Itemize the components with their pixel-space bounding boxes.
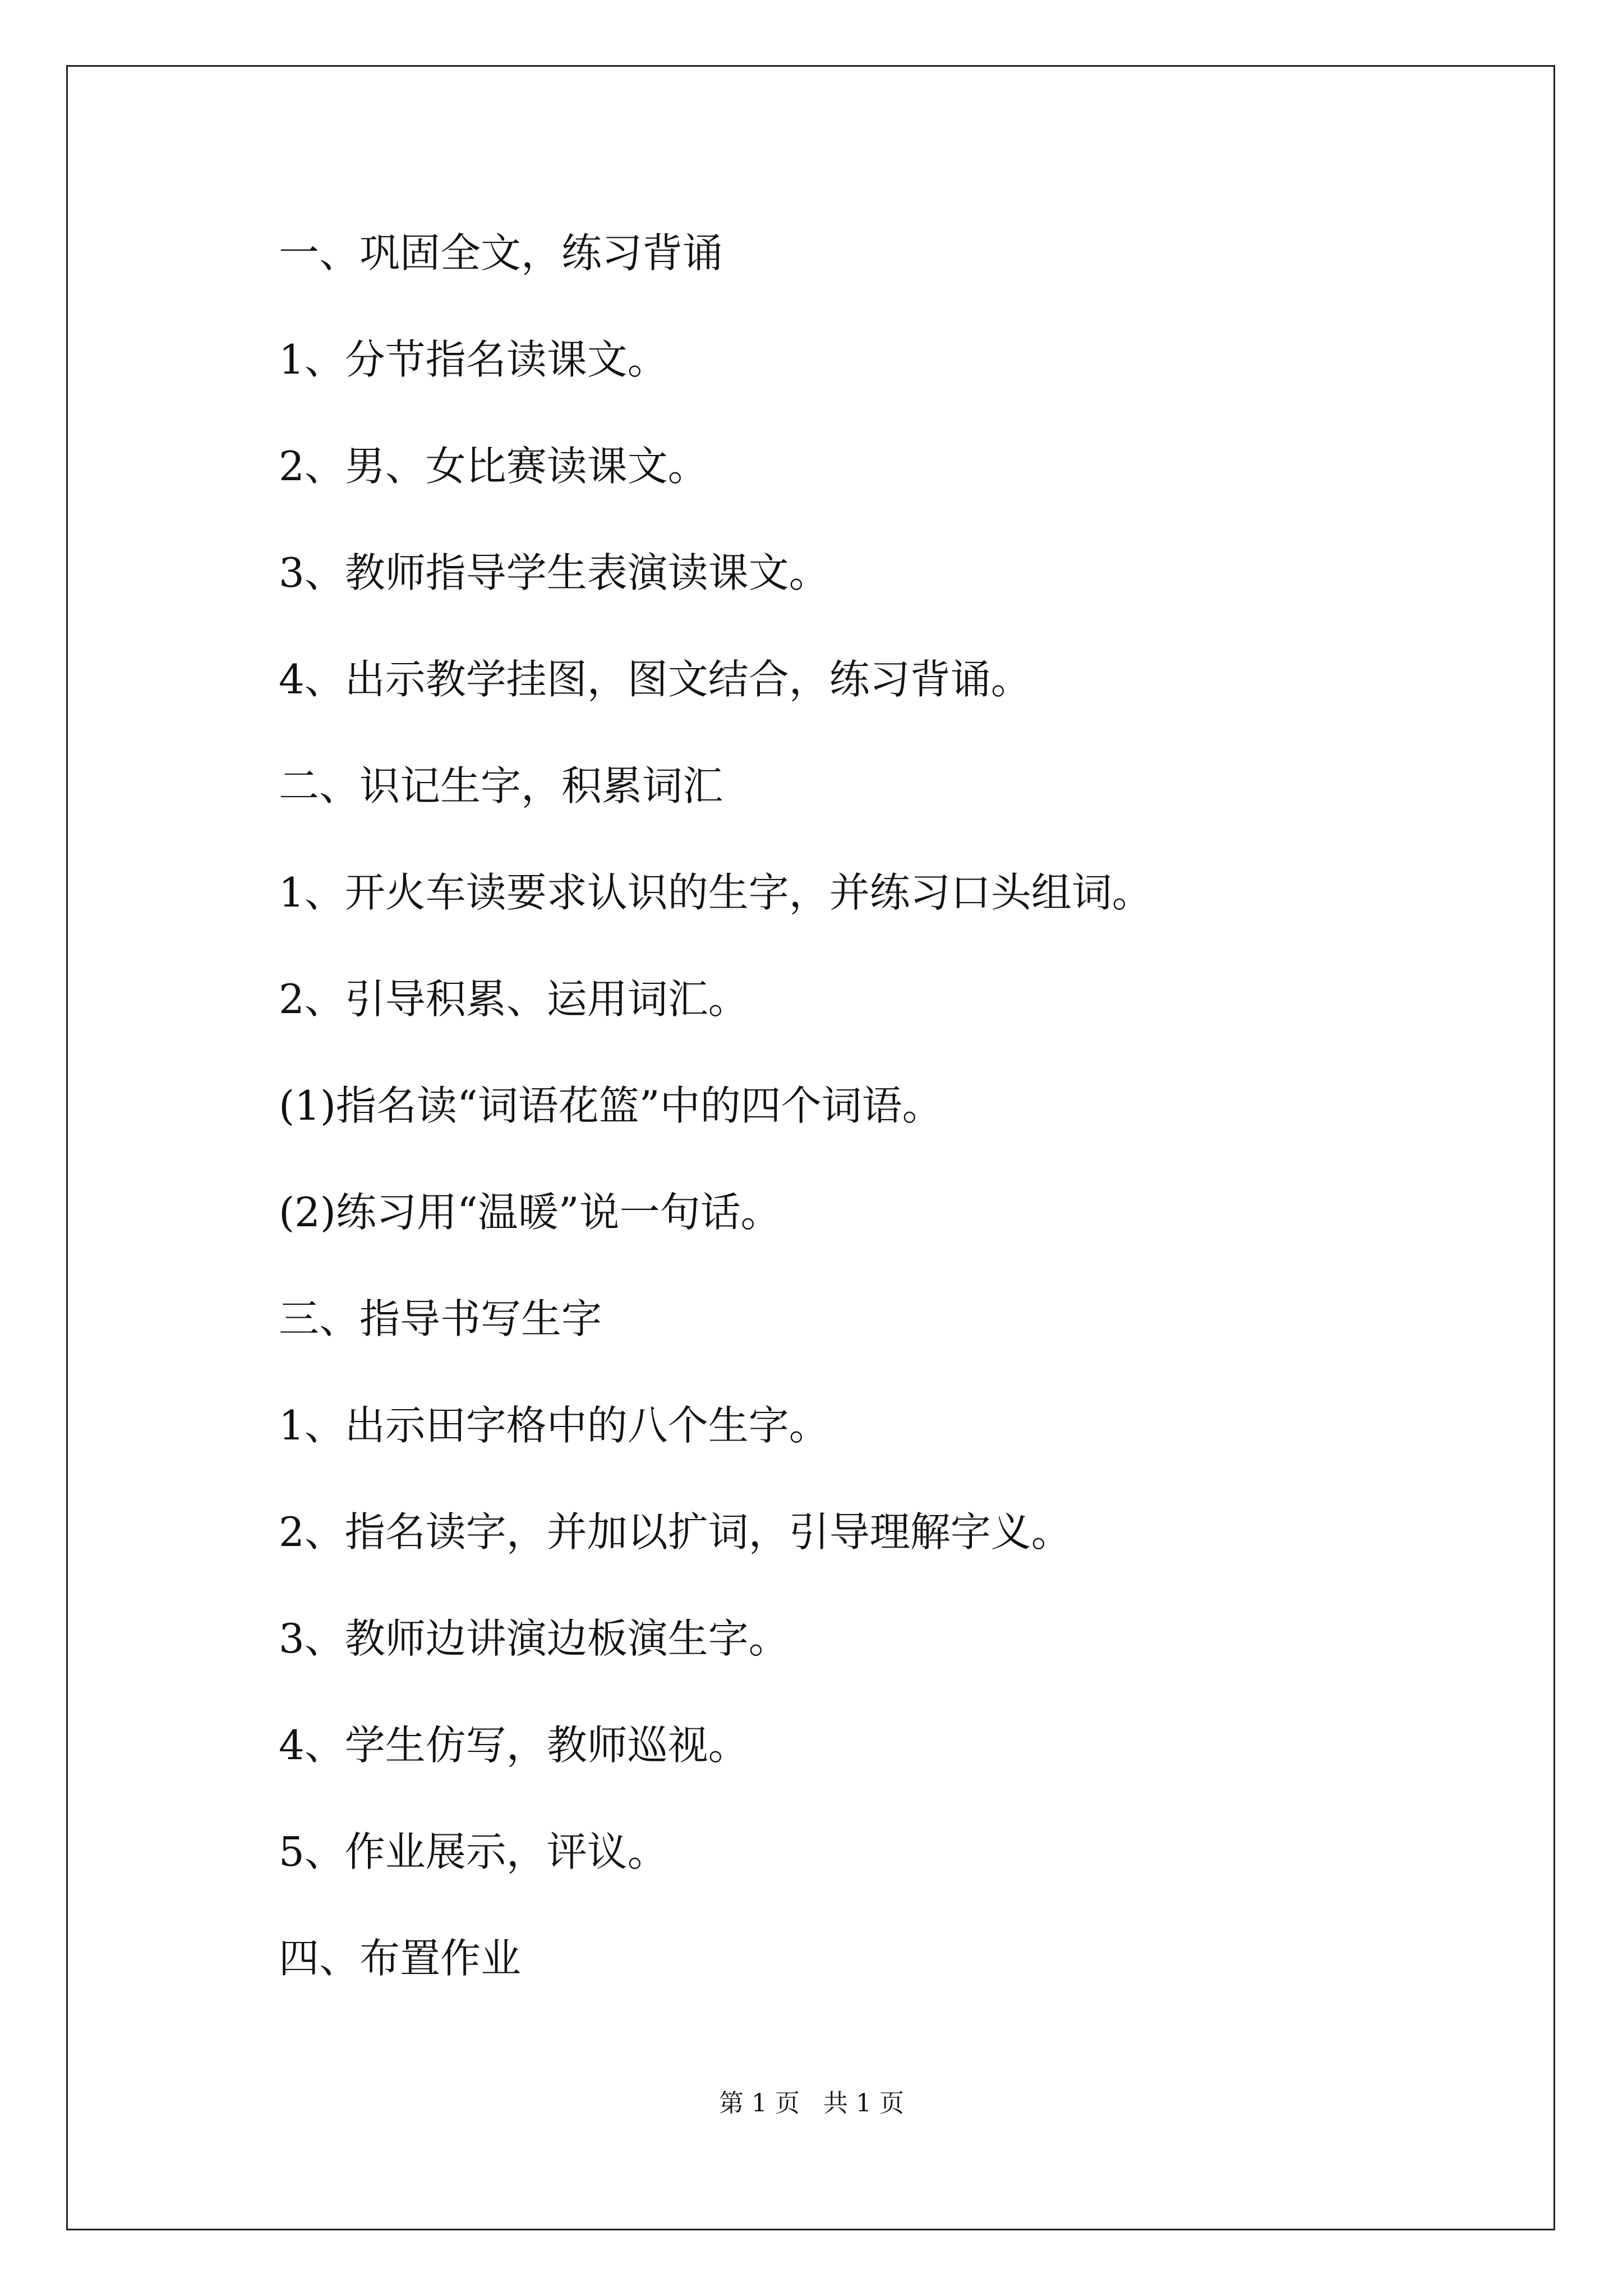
document-body bbox=[279, 222, 1484, 2034]
list-item: 1、分节指名读课文。 bbox=[279, 336, 668, 383]
page-number-footer: 第 1 页 共 1 页 bbox=[719, 2089, 904, 2118]
sub-list-item: (1)指名读“词语花篮”中的四个词语。 bbox=[279, 1082, 943, 1129]
list-item: 2、指名读字，并加以扩词，引导理解字义。 bbox=[279, 1508, 1072, 1556]
list-item: 3、教师边讲演边板演生字。 bbox=[279, 1615, 789, 1662]
section-heading-1: 一、巩固全文，练习背诵 bbox=[279, 229, 723, 277]
list-item: 1、出示田字格中的八个生字。 bbox=[279, 1402, 829, 1449]
section-heading-2: 二、识记生字，积累词汇 bbox=[279, 762, 723, 809]
list-item: 3、教师指导学生表演读课文。 bbox=[279, 549, 829, 596]
list-item: 1、开火车读要求认识的生字，并练习口头组词。 bbox=[279, 869, 1152, 916]
section-heading-3: 三、指导书写生字 bbox=[279, 1295, 602, 1342]
list-item: 4、学生仿写，教师巡视。 bbox=[279, 1722, 749, 1769]
list-item: 5、作业展示，评议。 bbox=[279, 1828, 668, 1875]
list-item: 4、出示教学挂图，图文结合，练习背诵。 bbox=[279, 656, 1031, 703]
section-heading-4: 四、布置作业 bbox=[279, 1935, 522, 1982]
sub-list-item: (2)练习用“温暖”说一句话。 bbox=[279, 1189, 781, 1236]
list-item: 2、男、女比赛读课文。 bbox=[279, 443, 708, 490]
list-item: 2、引导积累、运用词汇。 bbox=[279, 976, 749, 1023]
